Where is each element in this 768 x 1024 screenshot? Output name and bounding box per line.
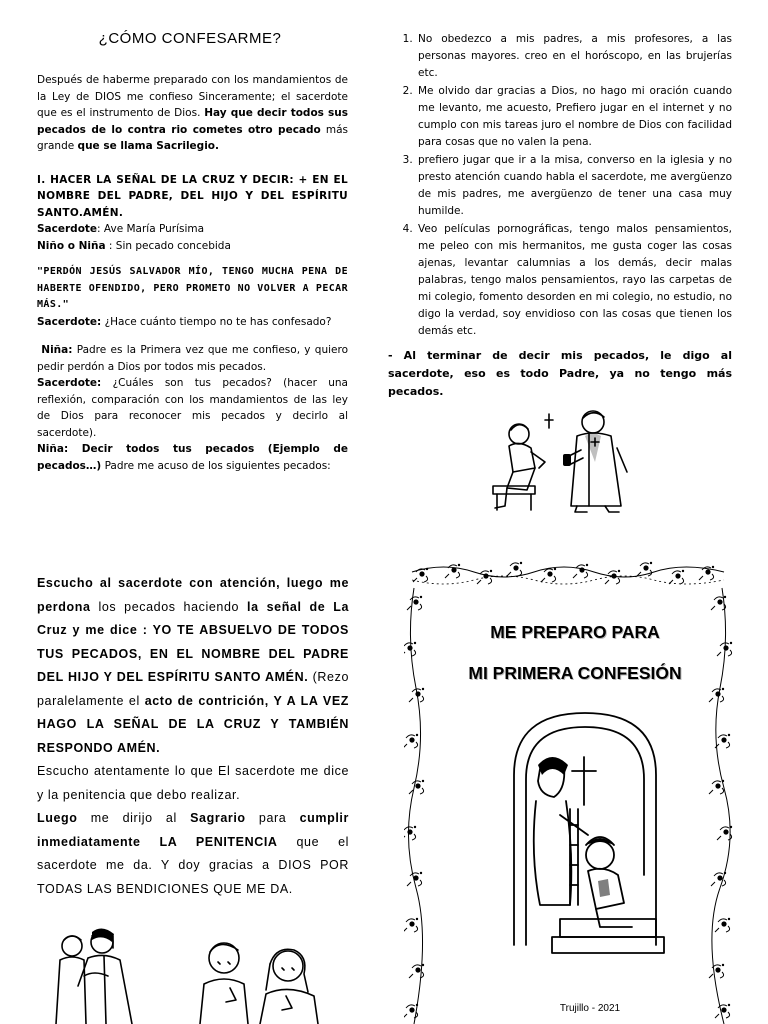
list-item: 4. Veo películas pornográficas, tengo malos pensamientos, me peleo con mis hermanitos, me gusta coger las cosas ajenas, levantar calumnias a los demás, decir malas palabras, tengo malos pensamientos, rayo las carpetas de mi colegio, fomento desorden en mi colegio, no estudio, no digo la verdad, soy envidioso con las cosas que tienen los demás etc. [416, 221, 732, 340]
confessional-illustration [500, 705, 670, 955]
closing-instruction: - Al terminar de decir mis pecados, le digo al sacerdote, eso es todo Padre, ya no tengo más pecados. [388, 349, 732, 398]
girl-confession [37, 441, 348, 474]
praying-children-illustration [190, 934, 330, 1024]
girl-bold-text: Decir todos tus pecados (Ejemplo de pecados…) [37, 443, 348, 472]
priest-greeting [37, 221, 348, 238]
intro-paragraph [37, 72, 348, 155]
intro-text: Después de haberme preparado con los mandamientos de la Ley de DIOS me confieso Sinceramente; el sacerdote que es el instrumento de Dios. [37, 74, 348, 119]
step-one-heading: I. HACER LA SEÑAL DE LA CRUZ Y DECIR: + EN EL NOMBRE DEL PADRE, DEL HIJO Y DEL ESPÍRITU SANTO.AMÉN. [37, 173, 348, 219]
absolution-bold-b: la señal de La Cruz y me dice : YO TE ABSUELVO DE TODOS TUS PECADOS, EN EL NOMBRE DEL PADRE DEL HIJO Y DEL ESPÍRITU SANTO AMÉN. [37, 599, 349, 684]
intro-bold-text-2: que se llama Sacrilegio. [77, 140, 219, 152]
tabernacle-bold-c: cumplir inmediatamente LA PENITENCIA [37, 811, 349, 849]
girl-confession-text: Padre me acuso de los siguientes pecados: [101, 459, 331, 472]
priest-label: Sacerdote: [37, 315, 102, 328]
girl-label: Niña: [41, 344, 73, 356]
child-response [37, 238, 348, 255]
priest-greeting-text: : Ave María Purísima [97, 223, 205, 235]
girl-answer [37, 342, 348, 375]
priest-question-text: ¿Cuáles son tus pecados? (hacer una reflexión, comparación con los mandamientos de las ley de Dios para reconocer mis pecados y decirlo al sacerdote). [37, 377, 348, 439]
priest-question-1 [37, 314, 348, 331]
absolution-paragraph [37, 572, 349, 760]
top-right-column [388, 31, 732, 401]
priest-question-2 [37, 375, 348, 441]
priest-label: Sacerdote: [37, 377, 102, 389]
cover-title-line-2: MI PRIMERA CONFESIÓN [468, 663, 682, 683]
tabernacle-text-b: para [245, 811, 300, 825]
priest-question-text: ¿Hace cuánto tiempo no te has confesado? [101, 315, 332, 328]
cover-footer: Trujillo - 2021 [559, 1003, 621, 1014]
absolution-bold-c: acto de contrición, Y A LA VEZ HAGO LA SEÑAL DE LA CRUZ Y TAMBIÉN RESPONDO AMÉN. [37, 693, 350, 755]
girl-label: Niña: [37, 443, 69, 455]
tabernacle-text-c: que el sacerdote me da. Y doy gracias a DIOS POR TODAS LAS BENDICIONES QUE ME DA. [37, 834, 350, 896]
child-response-text: : Sin pecado concebida [105, 239, 231, 252]
intro-text-2: más grande [37, 123, 348, 152]
list-item: 2. Me olvido dar gracias a Dios, no hago mi oración cuando me levanto, me acuesto, Prefiero jugar en el internet y no cumplo con mis tareas juro el nombre de Dios con facilidad para cosas que no valen la pena. [416, 83, 732, 151]
girl-answer-text: Padre es la Primera vez que me confieso, y quiero pedir perdón a Dios por todos mis pecados. [37, 344, 349, 373]
priest-embrace-illustration [48, 926, 138, 1024]
intro-bold-text: Hay que decir todos sus pecados de lo contra rio cometes otro pecado [37, 107, 348, 136]
absolution-text-a: los pecados haciendo [90, 599, 248, 614]
tabernacle-paragraph [37, 807, 349, 901]
sins-list [388, 31, 732, 340]
confession-illustration [485, 402, 650, 514]
child-label: Niño o Niña [37, 239, 106, 252]
list-item: 1. No obedezco a mis padres, a mis profesores, a las personas mayores. creo en el horóscopo, en las brujerías etc. [416, 31, 732, 82]
cover-title-line-1: ME PREPARO PARA [490, 622, 660, 642]
tabernacle-bold-a: Luego [37, 811, 78, 825]
priest-label: Sacerdote [37, 223, 98, 235]
absolution-bold-a: Escucho al sacerdote con atención, luego me perdona [37, 576, 349, 614]
tabernacle-bold-b: Sagrario [190, 811, 246, 825]
penance-paragraph: Escucho atentamente lo que El sacerdote me dice y la penitencia que debo realizar. [37, 764, 349, 802]
absolution-text-b: (Rezo paralelamente el [37, 670, 350, 708]
top-left-column [37, 72, 348, 474]
page-title: ¿CÓMO CONFESARME? [98, 30, 282, 47]
list-item: 3. prefiero jugar que ir a la misa, converso en la iglesia y no presto atención cuando habla el sacerdote, me avergüenzo de mis padres, me avergüenzo de tener una casa muy humilde. [416, 152, 732, 220]
tabernacle-text-a: me dirijo al [77, 811, 191, 825]
act-of-contrition: "PERDÓN JESÚS SALVADOR MÍO, TENGO MUCHA PENA DE HABERTE OFENDIDO, PERO PROMETO NO VOLVER A PECAR MÁS." [37, 266, 348, 310]
bottom-left-column [37, 572, 349, 901]
